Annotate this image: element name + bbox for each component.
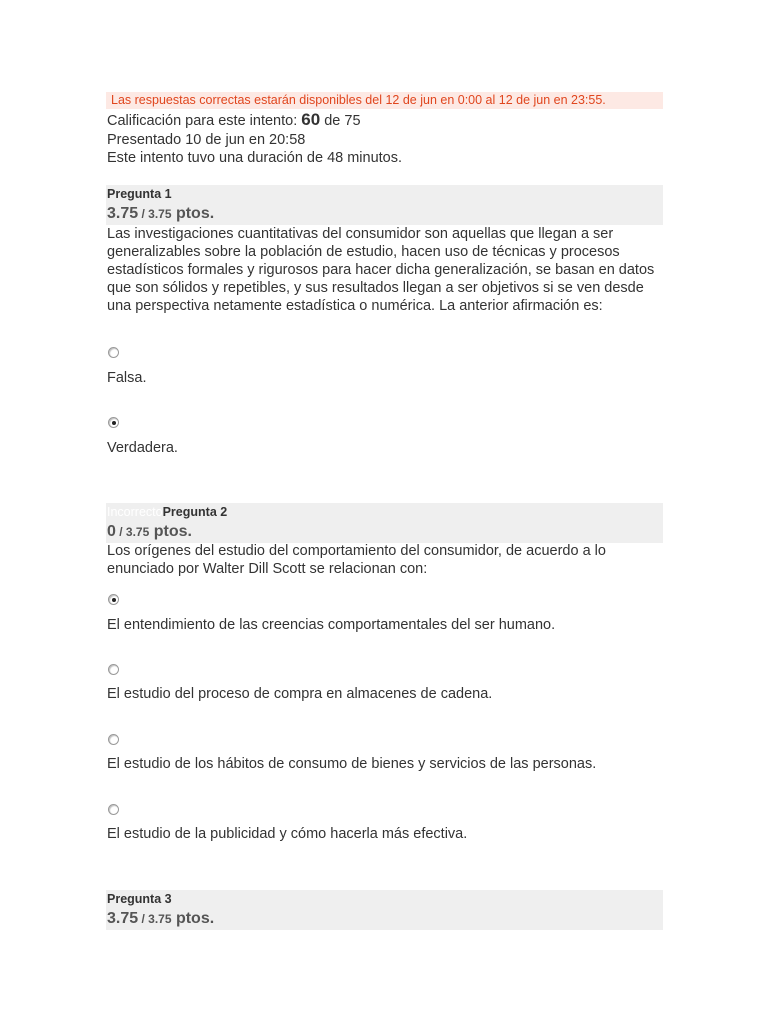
question-2-points-earned: 0 — [107, 523, 116, 540]
question-1-answer-1-radio[interactable] — [108, 347, 119, 358]
question-1-title — [107, 187, 172, 201]
question-1-points — [107, 205, 214, 223]
question-1-points-possible: / 3.75 — [138, 207, 172, 221]
question-1-answer-1-label[interactable]: Falsa. — [107, 370, 147, 386]
question-2-points-unit: ptos. — [149, 523, 192, 540]
score-total: de 75 — [324, 113, 361, 129]
question-2-answer-3-label[interactable]: El estudio de los hábitos de consumo de bienes y servicios de las personas. — [107, 756, 597, 772]
question-2-answer-2-label[interactable]: El estudio del proceso de compra en almacenes de cadena. — [107, 686, 493, 702]
score-value: 60 — [301, 110, 321, 129]
question-2-points — [107, 523, 192, 541]
answers-availability-notice: Las respuestas correctas estarán disponibles del 12 de jun en 0:00 al 12 de jun en 23:55. — [106, 92, 663, 109]
question-1-answer-2-label[interactable]: Verdadera. — [107, 440, 178, 456]
score-line — [107, 111, 402, 131]
question-3-points-possible: / 3.75 — [138, 912, 172, 926]
question-3-title — [107, 892, 172, 906]
question-1-text: Las investigaciones cuantitativas del consumidor son aquellas que llegan a ser generalizables sobre la población de estudio, hacen uso de técnicas y procesos estadísticos formales y rigurosos para hacer dicha generalización, se basan en datos que son sólidos y repetibles, y sus resultados llegan a ser objetivos si se ven desde una perspectiva netamente estadística o numérica. La anterior afirmación es: — [107, 226, 655, 314]
question-2-answer-1-label[interactable]: El entendimiento de las creencias comportamentales del ser humano. — [107, 617, 556, 633]
question-1-points-earned: 3.75 — [107, 205, 139, 222]
attempt-summary — [107, 111, 402, 168]
question-2-answer-4-radio[interactable] — [108, 804, 119, 815]
question-2-answer-1-radio[interactable] — [108, 594, 119, 605]
submitted-date: Presentado 10 de jun en 20:58 — [107, 131, 306, 148]
attempt-duration: Este intento tuvo una duración de 48 minutos. — [107, 150, 403, 166]
question-3-label: Pregunta 3 — [107, 892, 172, 906]
question-1-points-unit: ptos. — [171, 205, 215, 222]
question-1-header — [106, 185, 663, 225]
question-2-answer-2-radio[interactable] — [108, 664, 119, 675]
question-2-status: Incorrecto — [107, 505, 163, 519]
question-2-answer-3-radio[interactable] — [108, 734, 119, 745]
question-3-header — [106, 890, 663, 930]
question-2-title — [107, 505, 227, 519]
question-1-label: Pregunta 1 — [107, 187, 172, 201]
score-label: Calificación para este intento: — [107, 113, 298, 129]
question-3-points-earned: 3.75 — [107, 910, 139, 927]
question-3-points — [107, 910, 214, 928]
question-3-points-unit: ptos. — [171, 910, 215, 927]
question-2-points-possible: / 3.75 — [115, 525, 150, 539]
question-2-header — [106, 503, 663, 543]
question-1-answer-2-radio[interactable] — [108, 417, 119, 428]
question-2-text: Los orígenes del estudio del comportamiento del consumidor, de acuerdo a lo enunciado por Walter Dill Scott se relacionan con: — [107, 543, 606, 577]
question-2-answer-4-label[interactable]: El estudio de la publicidad y cómo hacerla más efectiva. — [107, 826, 468, 842]
question-2-label: Pregunta 2 — [162, 505, 228, 519]
